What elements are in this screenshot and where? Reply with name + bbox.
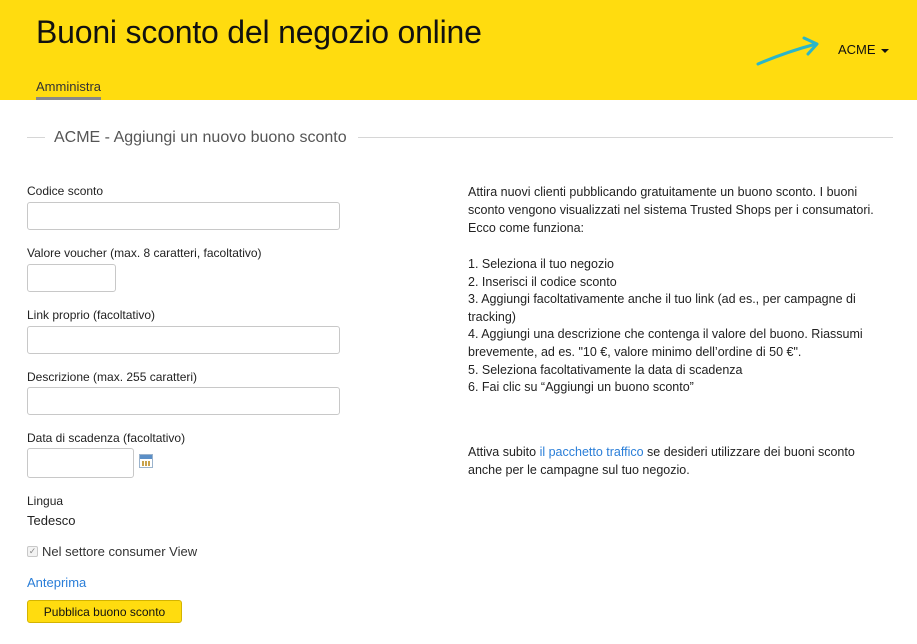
expiry-label: Data di scadenza (facoltativo) bbox=[27, 431, 186, 445]
code-input[interactable] bbox=[27, 202, 340, 230]
link-label: Link proprio (facoltativo) bbox=[27, 308, 156, 322]
list-item: 6. Fai clic su “Aggiungi un buono sconto” bbox=[468, 380, 694, 395]
list-item: 5. Seleziona facoltativamente la data di scadenza bbox=[468, 362, 743, 377]
consumer-view-checkbox[interactable]: ✓ bbox=[28, 546, 37, 556]
steps-list bbox=[468, 256, 888, 397]
caret-down-icon bbox=[881, 49, 889, 53]
info-intro: Attira nuovi clienti pubblicando gratuitamente un buono sconto. I buoni sconto vengono visualizzati nel sistema Trusted Shops per i consumatori. Ecco come funziona: bbox=[468, 185, 874, 235]
code-label: Codice sconto bbox=[27, 184, 104, 198]
language-value: Tedesco bbox=[27, 513, 76, 528]
pointer-arrow-icon bbox=[756, 34, 822, 68]
divider bbox=[358, 137, 893, 138]
page-header bbox=[0, 0, 917, 100]
traffic-paragraph bbox=[468, 443, 888, 479]
tab-amministra[interactable]: Amministra bbox=[36, 79, 101, 100]
expiry-date-input[interactable] bbox=[27, 448, 134, 478]
description-label: Descrizione (max. 255 caratteri) bbox=[27, 370, 198, 384]
description-input[interactable] bbox=[27, 387, 340, 415]
voucher-label: Valore voucher (max. 8 caratteri, facoltativo) bbox=[27, 246, 262, 260]
calendar-icon[interactable] bbox=[139, 454, 153, 468]
publish-button[interactable]: Pubblica buono sconto bbox=[27, 600, 182, 623]
consumer-view-label: Nel settore consumer View bbox=[42, 544, 198, 559]
preview-link[interactable]: Anteprima bbox=[27, 575, 87, 590]
traffic-package-link[interactable]: il pacchetto traffico bbox=[539, 445, 644, 459]
traffic-prefix: Attiva subito bbox=[468, 445, 540, 459]
list-item: 3. Aggiungi facoltativamente anche il tuo link (ad es., per campagne di tracking) bbox=[468, 292, 856, 324]
traffic-suffix: se desideri utilizzare dei buoni sconto anche per le campagne sul tuo negozio. bbox=[468, 445, 855, 477]
account-menu[interactable] bbox=[838, 42, 889, 57]
page-title: Buoni sconto del negozio online bbox=[36, 14, 482, 50]
section-title: ACME - Aggiungi un nuovo buono sconto bbox=[54, 129, 347, 146]
divider bbox=[27, 137, 45, 138]
language-label: Lingua bbox=[27, 494, 64, 508]
list-item: 1. Seleziona il tuo negozio bbox=[468, 257, 614, 271]
voucher-input[interactable] bbox=[27, 264, 116, 292]
account-label: ACME bbox=[838, 42, 876, 57]
list-item: 4. Aggiungi una descrizione che contenga il valore del buono. Riassumi brevemente, ad es. "10 €, valore minimo dell’ordine di 50 €". bbox=[468, 327, 863, 359]
link-input[interactable] bbox=[27, 326, 340, 354]
list-item: 2. Inserisci il codice sconto bbox=[468, 274, 617, 289]
